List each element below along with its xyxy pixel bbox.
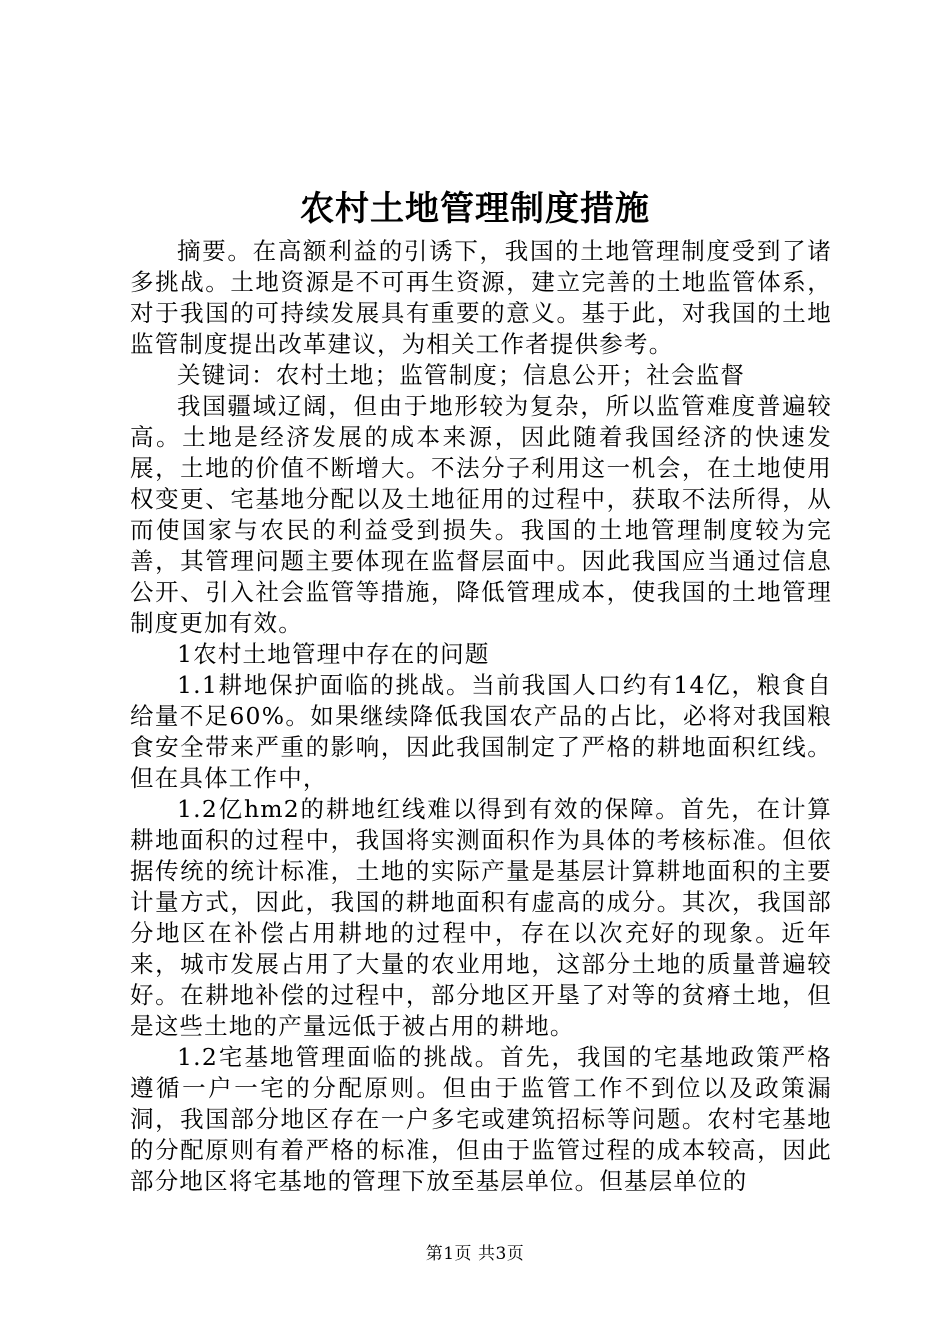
keywords-paragraph: 关键词：农村土地；监管制度；信息公开；社会监督 (177, 361, 746, 389)
page-number: 第1页 共3页 (425, 1244, 525, 1264)
document-title: 农村土地管理制度措施 (300, 189, 650, 229)
subsection-paragraph: 1.1耕地保护面临的挑战。当前我国人口约有14亿，粮食自给量不足60%。如果继续降低我国农产品的占比，必将对我国粮食安全带来严重的影响，因此我国制定了严格的耕地面积红线。但在具体工作中， (130, 671, 832, 792)
subsection-paragraph: 1.2宅基地管理面临的挑战。首先，我国的宅基地政策严格遵循一户一宅的分配原则。但由于监管工作不到位以及政策漏洞，我国部分地区存在一户多宅或建筑招标等问题。农村宅基地的分配原则有着严格的标准，但由于监管过程的成本较高，因此部分地区将宅基地的管理下放至基层单位。但基层单位的 (130, 1043, 832, 1195)
body-paragraph: 1.2亿hm2的耕地红线难以得到有效的保障。首先，在计算耕地面积的过程中，我国将实测面积作为具体的考核标准。但依据传统的统计标准，土地的实际产量是基层计算耕地面积的主要计量方式，因此，我国的耕地面积有虚高的成分。其次，我国部分地区在补偿占用耕地的过程中，存在以次充好的现象。近年来，城市发展占用了大量的农业用地，这部分土地的质量普遍较好。在耕地补偿的过程中，部分地区开垦了对等的贫瘠土地，但是这些土地的产量远低于被占用的耕地。 (130, 795, 832, 1040)
document-body (130, 236, 832, 1197)
intro-paragraph: 我国疆域辽阔，但由于地形较为复杂，所以监管难度普遍较高。土地是经济发展的成本来源，因此随着我国经济的快速发展，土地的价值不断增大。不法分子利用这一机会，在土地使用权变更、宅基地分配以及土地征用的过程中，获取不法所得，从而使国家与农民的利益受到损失。我国的土地管理制度较为完善，其管理问题主要体现在监督层面中。因此我国应当通过信息公开、引入社会监管等措施，降低管理成本，使我国的土地管理制度更加有效。 (130, 392, 832, 637)
abstract-paragraph: 摘要。在高额利益的引诱下，我国的土地管理制度受到了诸多挑战。土地资源是不可再生资源，建立完善的土地监管体系，对于我国的可持续发展具有重要的意义。基于此，对我国的土地监管制度提出改革建议，为相关工作者提供参考。 (130, 237, 832, 358)
section-heading: 1农村土地管理中存在的问题 (177, 640, 490, 668)
